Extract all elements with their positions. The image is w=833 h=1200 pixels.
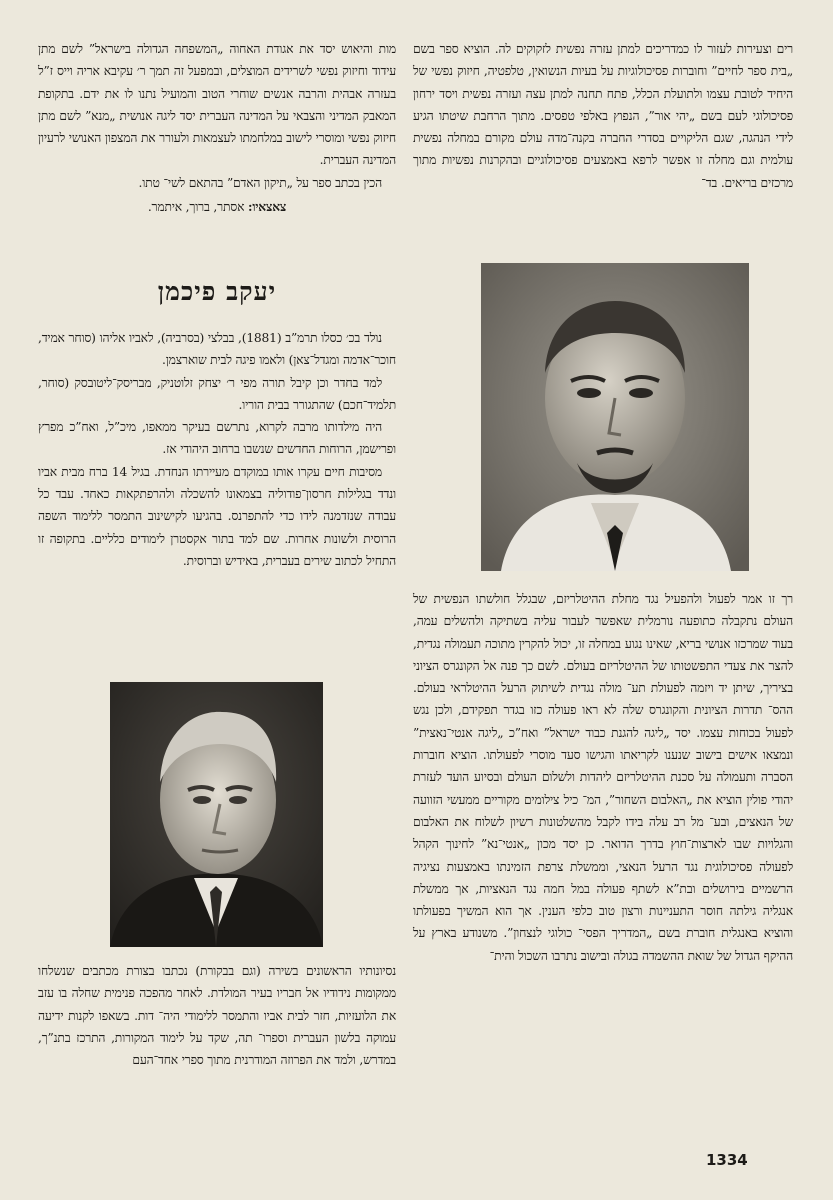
left-column-bottom-text <box>38 960 396 1071</box>
right-column-bottom-text <box>413 588 793 967</box>
bio-paragraph: למד בחדר וכן קיבל תורה מפי ר׳ יצחק זלוטניק, מבריסק־ליטובסק (סוחר, תלמיד־חכם) שהתגורר בבית הוריו. <box>38 375 396 412</box>
left-top-paragraph: מות והיאוש יסד את אגודת האחוה „המשפחה הגדולה בישראל” לשם מתן עידוד וחיזוק נפשי לשרידים המוצלים, ובמפעל זה תמך ר׳ עקיבא אריה וייס ז”ל בעזרה אבהית והרבה אנשים שוחרי הטוב והמועיל נתנו לו את ידם. בתקופת המאבק המדיני והצבאי על המדינה העברית יסד ליגה אנושית „מנא” לשם מתן חיזוק נפשי ומוסרי לישוב במלחמתו לעצמאות ולעורר את המצפון האנושי לרעיון המדינה העברית. <box>38 42 396 168</box>
left-column-bio-text <box>38 327 396 572</box>
bio-paragraph: נולד בכ׳ כסלו תרמ”ב (1881), בבלצי (בסרביה), לאביו אליהו (סוחר אמיד, חוכר־אדמה ומגדל־צאן) ולאמו פיגה לבית שוארצמן. <box>38 331 396 368</box>
left-top-paragraph-2: הכין בכתב ספר על „תיקון האדם” בהתאם לשי־ טתו. <box>138 175 382 190</box>
bio-paragraph: היה מילדותו מרבה לקרוא, נתרשם בעיקר ממאפו, מיכ”ל, ואח”כ מפרץ ופרישמן, הרוחות החדשים שנשבו ברחוב היהודי אז. <box>38 420 396 457</box>
children-names: אסתר, ברוך, איתמר. <box>147 200 245 215</box>
children-line <box>38 196 396 218</box>
left-bottom-paragraph: נסיונותיו הראשונים בשירה (וגם בבקורת) נכתבו בצורת מכתבים שנשלחו ממקומות נידודיו אל חבריו בעיר המולדת. לאחר מהפכה פנימית שחלה בו עזב את הלועזיות, חזר לבית אביו והתמסר ללימודי היה־ דות. בשאפו לקנות ידיעה עמוקה בלשון העברית וספרו־ תה, שקד על לימוד המקורות, התרכז בתנ”ך, במדרש, ולמד את הפרוזה המודרנית מתוך ספרי אחד־העם <box>38 964 396 1068</box>
portrait-man-in-suit-image <box>110 682 323 947</box>
right-top-paragraph: רים וצעירות לעזור לו כמדריכים למתן עזרה נפשית לזקוקים לה. הוציא ספר בשם „בית ספר לחיים” וחוברות פסיכולוגיות על בעיות הנשואין, טלפטיה, חיזוק נפשי של היחיד לטובת עצמו ולתועלת הכלל, פתח תחנה למתן עצה ועזרה נפשית ויסד ירחון פסיכולוגי לעם בשם „יהי אור”, הנפוץ באלפי טפסים. מתוך הרחבת שיטתו הגיע לידי הנהגה, שגם הליקויים בסדרי החברה בקנה־מדה עולם מקורם במחלה נפשית עולמית וגם מחלה זו אפשר לרפא באמצעים פסיכולוגיים ובהקרנות נפשיות מתוך מרכזים בריאים. בד־ <box>413 42 793 190</box>
left-column-top-text <box>38 38 396 218</box>
portrait-bald-bearded-man-image <box>481 263 749 571</box>
article-heading: יעקב פיכמן <box>157 277 277 306</box>
portrait-photo-bottom <box>110 682 323 947</box>
right-bottom-paragraph: רך זו אמר לפעול ולהפעיל נגד מחלת ההיטלריזם, שבגלל חולשתו הנפשית של העולם נתקבלה כתופעה נורמלית שאפשר לעבור עליה בשתיקה ולהשלים עמה, בעוד שמרכזו אנושי בריא, שאינו נגוע במחלה זו, יכול להקרין מתוכה תעמולה נגדית, להצר את צעדי התפשטותו של ההיטלריזם בעולם. לשם כך פנה אל הקונגרס הציוני בציריך, שיתן יד ויזמה לפעולת תע־ מולה נגדית לשיתוק הרעל ההיטלראי בעולם. ההס־ תדרות הציונית והקונגרס שלה לא ראו פעולה כזו בגדר תפקידם, ולכן נגש לפעול בכוחות עצמו. יסד „ליגה להגנת כבוד ישראל” ואח”כ „ליגה אנטי־נאצית” ונמצאו אישים בישוב שנענו לקריאתו והגישו סעד מוסרי לפעולתו. הוציא חוברות הסברה ותעמולה על סכנת ההיטלריזם ליהדות ולשלום העולם ובסיוע הועד לעזרת יהודי פולין הוציא את „האלבום השחור”, המ־ כיל צילומים מקוריים ממעשי הזוועה של הנאצים, ובע־ מל רב עלה בידו לקבל מהשלטונות רשיון לשלוח את האלבום והגלויות שבו לארצות־חוץ בדרך הדואר. כן יסד מכון „אנטי־נא” לחינוך הקהל לפעולה פסיכולוגית נגד הרעל הנאצי, וממשלת צרפת הזמינתו באמצעות נציגיה הרשמיים בירושלים ובת”א לשתף פעולה במל חמה נגד הנאציות, אך ממשלת אנגליה גילתה חוסר התעניינות ורצון טוב כלפי הענין. אך הוא המשיך בפעולתו והוציא באנגלית חוברת בשם „המדריך הפסי־ כולוגי לנצחון”. משנודע בארץ על ההיקף הגדול של שואת ההשמדה בגולה ובישוב נתרבו השכול והית־ <box>413 592 793 963</box>
page-number: 1334 <box>706 1151 748 1169</box>
portrait-photo-top <box>481 263 749 571</box>
right-column-top-text <box>413 38 793 194</box>
bio-paragraph: מסיבות חיים עקרו אותו במוקדם מעיירתו הנחדת. בגיל 14 ברח מבית אביו ונדד בגלילות חרסון־פודוליה בצמאונו להשכלה ולהרפתקאות כאחד. עבד כל עבודה שנזדמנה לידו כדי להתפרנס. בהגיעו לקישינוב התמסר ללימוד השפה הרוסית ולשונות אחרות. שם למד בתור אקסטרן לימודים כלליים. בתקופה זו התחיל לכתוב שירים בעברית, באידיש וברוסית. <box>38 464 396 568</box>
children-label: צאצאיו: <box>247 199 287 215</box>
